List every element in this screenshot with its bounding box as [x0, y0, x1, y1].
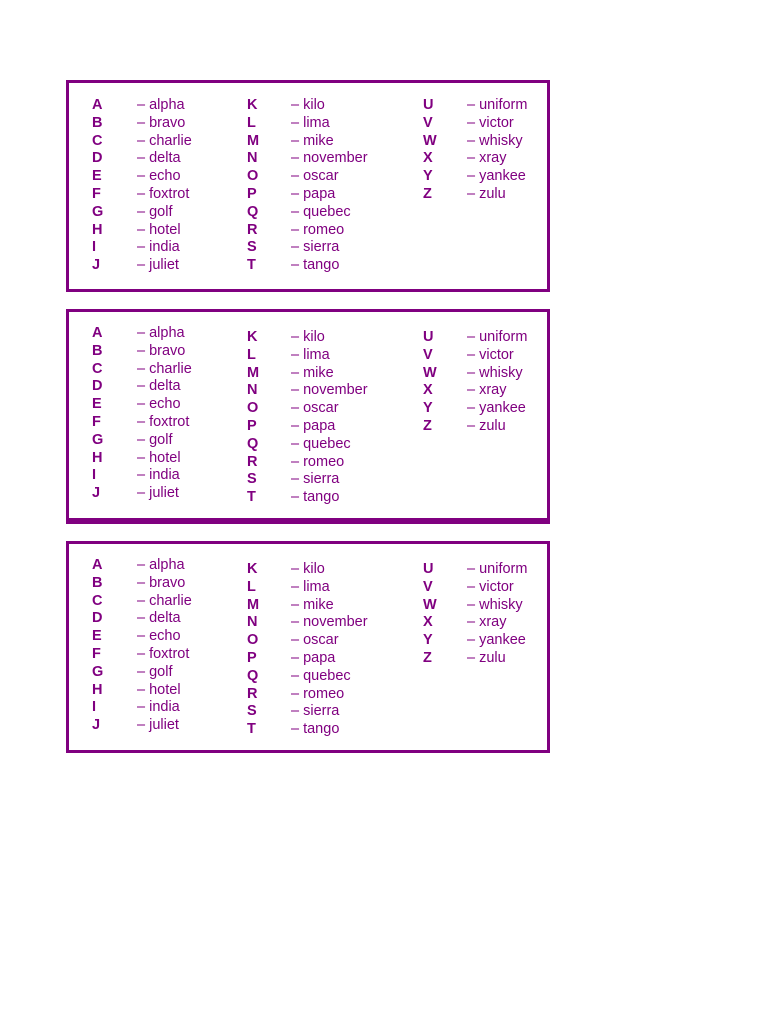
alphabet-entry — [92, 682, 252, 700]
entry-letter: H — [92, 681, 103, 698]
alphabet-entry — [247, 329, 407, 347]
column-a-to-j — [92, 325, 252, 503]
alphabet-entry — [247, 382, 407, 400]
alphabet-entry — [247, 597, 407, 615]
entry-letter: Y — [423, 632, 433, 649]
entry-word: – golf — [137, 431, 173, 448]
alphabet-entry — [423, 365, 583, 383]
entry-letter: B — [92, 114, 103, 131]
entry-word: – victor — [467, 346, 514, 363]
column-u-to-z — [423, 329, 583, 436]
alphabet-entry — [92, 378, 252, 396]
entry-word: – echo — [137, 168, 181, 185]
entry-letter: Z — [423, 417, 432, 434]
alphabet-entry — [247, 347, 407, 365]
alphabet-entry — [92, 361, 252, 379]
entry-letter: T — [247, 489, 256, 506]
entry-letter: E — [92, 628, 102, 645]
alphabet-entry — [92, 257, 252, 275]
alphabet-entry — [247, 579, 407, 597]
entry-letter: F — [92, 413, 101, 430]
entry-word: – india — [137, 239, 180, 256]
entry-letter: G — [92, 431, 104, 448]
alphabet-entry — [247, 400, 407, 418]
alphabet-entry — [92, 646, 252, 664]
entry-letter: T — [247, 721, 256, 738]
entry-letter: M — [247, 596, 260, 613]
entry-letter: I — [92, 239, 97, 256]
entry-letter: C — [92, 360, 103, 377]
entry-word: – golf — [137, 663, 173, 680]
entry-word: – oscar — [291, 168, 339, 185]
entry-word: – uniform — [467, 561, 528, 577]
entry-word: – alpha — [137, 325, 185, 341]
entry-word: – whisky — [467, 132, 523, 149]
entry-word: – delta — [137, 150, 181, 167]
column-u-to-z — [423, 97, 583, 204]
entry-word: – romeo — [291, 685, 345, 702]
alphabet-entry — [247, 686, 407, 704]
entry-letter: P — [247, 417, 257, 434]
entry-letter: G — [92, 203, 104, 220]
alphabet-entry — [247, 168, 407, 186]
entry-word: – romeo — [291, 221, 345, 238]
alphabet-entry — [423, 400, 583, 418]
entry-word: – hotel — [137, 449, 181, 466]
entry-word: – golf — [137, 203, 173, 220]
entry-letter: S — [247, 703, 257, 720]
entry-word: – juliet — [137, 717, 179, 734]
entry-letter: Q — [247, 203, 259, 220]
entry-word: – zulu — [467, 185, 506, 202]
alphabet-entry — [247, 471, 407, 489]
entry-word: – charlie — [137, 132, 192, 149]
alphabet-entry — [92, 204, 252, 222]
alphabet-entry — [247, 436, 407, 454]
alphabet-entry — [247, 186, 407, 204]
alphabet-entry — [247, 561, 407, 579]
entry-letter: E — [92, 168, 102, 185]
entry-word: – papa — [291, 417, 336, 434]
entry-word: – romeo — [291, 453, 345, 470]
entry-word: – quebec — [291, 203, 351, 220]
entry-letter: L — [247, 578, 256, 595]
entry-letter: F — [92, 185, 101, 202]
column-k-to-t — [247, 561, 407, 739]
entry-word: – delta — [137, 610, 181, 627]
alphabet-entry — [92, 115, 252, 133]
entry-letter: H — [92, 221, 103, 238]
alphabet-entry — [92, 450, 252, 468]
entry-letter: Z — [423, 185, 432, 202]
alphabet-entry — [423, 115, 583, 133]
entry-word: – yankee — [467, 400, 526, 417]
entry-letter: B — [92, 574, 103, 591]
alphabet-entry — [247, 614, 407, 632]
entry-word: – lima — [291, 578, 330, 595]
entry-letter: V — [423, 114, 433, 131]
alphabet-entry — [423, 418, 583, 436]
entry-word: – xray — [467, 614, 507, 631]
alphabet-entry — [92, 610, 252, 628]
entry-word: – echo — [137, 396, 181, 413]
entry-letter: D — [92, 150, 103, 167]
alphabet-entry — [423, 382, 583, 400]
alphabet-entry — [92, 717, 252, 735]
entry-letter: P — [247, 185, 257, 202]
alphabet-entry — [92, 467, 252, 485]
entry-letter: Q — [247, 435, 259, 452]
entry-word: – bravo — [137, 342, 186, 359]
entry-word: – alpha — [137, 97, 185, 113]
entry-letter: X — [423, 150, 433, 167]
alphabet-entry — [423, 597, 583, 615]
alphabet-entry — [92, 133, 252, 151]
entry-word: – tango — [291, 721, 340, 738]
entry-letter: P — [247, 649, 257, 666]
alphabet-entry — [247, 150, 407, 168]
alphabet-entry — [92, 699, 252, 717]
alphabet-entry — [423, 150, 583, 168]
alphabet-entry — [92, 97, 252, 115]
entry-word: – hotel — [137, 221, 181, 238]
entry-word: – lima — [291, 114, 330, 131]
entry-word: – tango — [291, 257, 340, 274]
entry-letter: Y — [423, 400, 433, 417]
alphabet-entry — [92, 150, 252, 168]
entry-word: – xray — [467, 150, 507, 167]
alphabet-entry — [92, 186, 252, 204]
entry-word: – foxtrot — [137, 645, 190, 662]
alphabet-entry — [92, 222, 252, 240]
entry-letter: C — [92, 592, 103, 609]
alphabet-entry — [92, 575, 252, 593]
alphabet-entry — [92, 168, 252, 186]
entry-word: – zulu — [467, 649, 506, 666]
entry-word: – mike — [291, 596, 334, 613]
entry-word: – sierra — [291, 239, 340, 256]
entry-letter: I — [92, 467, 97, 484]
entry-word: – zulu — [467, 417, 506, 434]
entry-letter: S — [247, 239, 257, 256]
alphabet-entry — [92, 593, 252, 611]
entry-word: – charlie — [137, 592, 192, 609]
entry-letter: B — [92, 342, 103, 359]
entry-word: – uniform — [467, 329, 528, 345]
entry-letter: W — [423, 364, 437, 381]
entry-letter: A — [92, 325, 103, 341]
alphabet-entry — [423, 579, 583, 597]
entry-letter: U — [423, 561, 434, 577]
entry-letter: A — [92, 97, 103, 113]
alphabet-entry — [423, 632, 583, 650]
entry-letter: V — [423, 578, 433, 595]
alphabet-entry — [92, 396, 252, 414]
entry-word: – uniform — [467, 97, 528, 113]
entry-letter: Y — [423, 168, 433, 185]
column-k-to-t — [247, 329, 407, 507]
entry-letter: K — [247, 561, 258, 577]
entry-word: – quebec — [291, 435, 351, 452]
entry-letter: W — [423, 596, 437, 613]
entry-letter: Z — [423, 649, 432, 666]
entry-word: – charlie — [137, 360, 192, 377]
alphabet-entry — [92, 239, 252, 257]
entry-word: – juliet — [137, 485, 179, 502]
entry-word: – echo — [137, 628, 181, 645]
entry-letter: H — [92, 449, 103, 466]
entry-letter: D — [92, 610, 103, 627]
entry-word: – yankee — [467, 632, 526, 649]
entry-word: – victor — [467, 578, 514, 595]
entry-letter: C — [92, 132, 103, 149]
entry-letter: J — [92, 257, 101, 274]
entry-letter: M — [247, 364, 260, 381]
entry-word: – mike — [291, 132, 334, 149]
alphabet-entry — [247, 204, 407, 222]
entry-letter: N — [247, 150, 258, 167]
alphabet-entry — [423, 186, 583, 204]
alphabet-entry — [423, 329, 583, 347]
alphabet-entry — [247, 703, 407, 721]
alphabet-entry — [247, 257, 407, 275]
alphabet-entry — [92, 557, 252, 575]
column-a-to-j — [92, 97, 252, 275]
entry-word: – kilo — [291, 329, 325, 345]
entry-letter: U — [423, 329, 434, 345]
alphabet-entry — [423, 650, 583, 668]
entry-letter: I — [92, 699, 97, 716]
column-u-to-z — [423, 561, 583, 668]
entry-letter: J — [92, 717, 101, 734]
entry-letter: X — [423, 382, 433, 399]
alphabet-entry — [423, 133, 583, 151]
entry-letter: W — [423, 132, 437, 149]
entry-word: – november — [291, 614, 368, 631]
entry-word: – bravo — [137, 114, 186, 131]
alphabet-entry — [247, 650, 407, 668]
entry-letter: U — [423, 97, 434, 113]
alphabet-entry — [247, 721, 407, 739]
entry-word: – foxtrot — [137, 185, 190, 202]
alphabet-card-1 — [66, 80, 550, 292]
column-k-to-t — [247, 97, 407, 275]
alphabet-entry — [247, 632, 407, 650]
entry-word: – november — [291, 382, 368, 399]
alphabet-entry — [247, 489, 407, 507]
entry-letter: T — [247, 257, 256, 274]
alphabet-entry — [92, 664, 252, 682]
entry-letter: R — [247, 453, 258, 470]
entry-word: – hotel — [137, 681, 181, 698]
entry-word: – oscar — [291, 400, 339, 417]
entry-word: – sierra — [291, 471, 340, 488]
entry-letter: M — [247, 132, 260, 149]
alphabet-entry — [92, 485, 252, 503]
column-a-to-j — [92, 557, 252, 735]
entry-letter: E — [92, 396, 102, 413]
alphabet-entry — [247, 133, 407, 151]
entry-word: – kilo — [291, 561, 325, 577]
entry-letter: Q — [247, 667, 259, 684]
entry-letter: V — [423, 346, 433, 363]
entry-word: – oscar — [291, 632, 339, 649]
entry-letter: O — [247, 400, 259, 417]
entry-word: – foxtrot — [137, 413, 190, 430]
entry-letter: N — [247, 382, 258, 399]
entry-word: – mike — [291, 364, 334, 381]
entry-letter: O — [247, 632, 259, 649]
entry-letter: R — [247, 221, 258, 238]
entry-letter: L — [247, 346, 256, 363]
entry-word: – juliet — [137, 257, 179, 274]
entry-word: – delta — [137, 378, 181, 395]
alphabet-card-2 — [66, 309, 550, 524]
alphabet-entry — [92, 628, 252, 646]
entry-word: – sierra — [291, 703, 340, 720]
alphabet-entry — [247, 418, 407, 436]
entry-word: – alpha — [137, 557, 185, 573]
entry-word: – quebec — [291, 667, 351, 684]
alphabet-entry — [423, 614, 583, 632]
entry-word: – november — [291, 150, 368, 167]
entry-word: – victor — [467, 114, 514, 131]
entry-letter: R — [247, 685, 258, 702]
entry-letter: A — [92, 557, 103, 573]
entry-letter: X — [423, 614, 433, 631]
entry-word: – tango — [291, 489, 340, 506]
entry-word: – bravo — [137, 574, 186, 591]
alphabet-entry — [423, 561, 583, 579]
entry-word: – whisky — [467, 364, 523, 381]
alphabet-entry — [247, 115, 407, 133]
entry-letter: L — [247, 114, 256, 131]
alphabet-entry — [423, 97, 583, 115]
entry-letter: J — [92, 485, 101, 502]
entry-word: – whisky — [467, 596, 523, 613]
alphabet-entry — [92, 325, 252, 343]
entry-letter: K — [247, 97, 258, 113]
entry-letter: K — [247, 329, 258, 345]
entry-letter: S — [247, 471, 257, 488]
entry-word: – papa — [291, 185, 336, 202]
entry-letter: F — [92, 645, 101, 662]
alphabet-entry — [423, 347, 583, 365]
alphabet-entry — [92, 414, 252, 432]
entry-letter: N — [247, 614, 258, 631]
alphabet-entry — [247, 222, 407, 240]
alphabet-entry — [247, 97, 407, 115]
alphabet-entry — [92, 343, 252, 361]
entry-letter: D — [92, 378, 103, 395]
entry-word: – lima — [291, 346, 330, 363]
entry-word: – papa — [291, 649, 336, 666]
entry-word: – india — [137, 699, 180, 716]
entry-word: – xray — [467, 382, 507, 399]
entry-letter: G — [92, 663, 104, 680]
entry-word: – yankee — [467, 168, 526, 185]
alphabet-entry — [247, 239, 407, 257]
alphabet-entry — [92, 432, 252, 450]
entry-word: – kilo — [291, 97, 325, 113]
alphabet-entry — [423, 168, 583, 186]
entry-letter: O — [247, 168, 259, 185]
alphabet-card-3 — [66, 541, 550, 753]
alphabet-entry — [247, 668, 407, 686]
entry-word: – india — [137, 467, 180, 484]
alphabet-entry — [247, 365, 407, 383]
alphabet-entry — [247, 454, 407, 472]
